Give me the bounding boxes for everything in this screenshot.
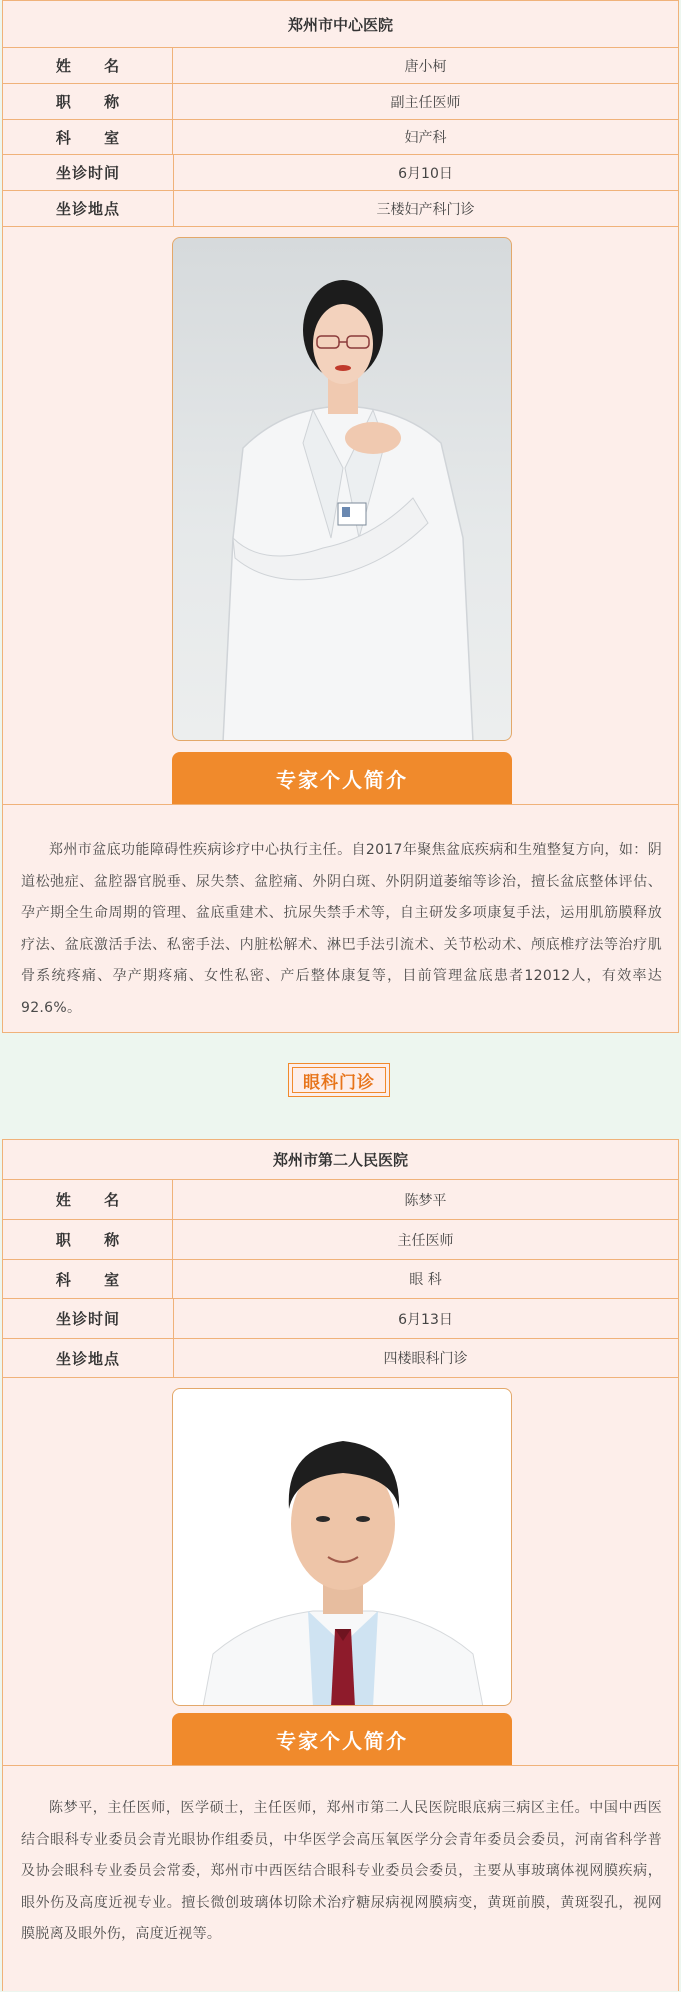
doctor-card-1 — [2, 0, 679, 1033]
row-time — [3, 1299, 678, 1339]
doctor-photo — [172, 237, 512, 741]
value-time: 6月10日 — [398, 165, 453, 182]
row-department — [3, 1260, 678, 1299]
label-location: 坐诊地点 — [3, 191, 174, 226]
value-name: 陈梦平 — [404, 1192, 447, 1209]
row-name — [3, 1180, 678, 1220]
intro-heading-banner: 专家个人简介 — [172, 1713, 512, 1765]
label-department: 科 室 — [3, 120, 173, 154]
row-location — [3, 191, 678, 227]
value-location: 三楼妇产科门诊 — [376, 201, 475, 218]
value-time: 6月13日 — [398, 1311, 453, 1328]
hospital-name: 郑州市第二人民医院 — [3, 1140, 678, 1180]
row-department — [3, 120, 678, 155]
intro-heading-banner: 专家个人简介 — [172, 752, 512, 804]
section-tag-label: 眼科门诊 — [292, 1067, 386, 1093]
doctor-photo — [172, 1388, 512, 1706]
label-time: 坐诊时间 — [3, 1299, 174, 1338]
row-title — [3, 1220, 678, 1260]
label-location: 坐诊地点 — [3, 1339, 174, 1377]
row-title — [3, 84, 678, 120]
row-location — [3, 1339, 678, 1378]
label-name: 姓 名 — [3, 48, 173, 83]
value-title: 副主任医师 — [390, 94, 461, 111]
doctor-portrait-illustration — [173, 1389, 512, 1706]
section-tag — [288, 1063, 390, 1097]
value-department: 眼 科 — [409, 1272, 442, 1288]
label-name: 姓 名 — [3, 1180, 173, 1219]
doctor-intro-text: 陈梦平，主任医师，医学硕士，主任医师，郑州市第二人民医院眼底病三病区主任。中国中西医结合眼科专业委员会青光眼协作组委员，中华医学会高压氧医学分会青年委员会委员，河南省科学普及协会眼科专业委员会常委，郑州市中西医结合眼科专业委员会委员，主要从事玻璃体视网膜疾病，眼外伤及高度近视专业。擅长微创玻璃体切除术治疗糖尿病视网膜病变，黄斑前膜，黄斑裂孔，视网膜脱离及眼外伤，高度近视等。 — [3, 1765, 678, 1992]
label-department: 科 室 — [3, 1260, 173, 1298]
value-department: 妇产科 — [404, 130, 447, 146]
hospital-name: 郑州市中心医院 — [3, 1, 678, 48]
value-location: 四楼眼科门诊 — [383, 1351, 468, 1367]
row-time — [3, 155, 678, 191]
doctor-card-2 — [2, 1139, 679, 1991]
value-title: 主任医师 — [397, 1232, 454, 1249]
label-time: 坐诊时间 — [3, 155, 174, 190]
doctor-portrait-illustration — [173, 238, 512, 741]
label-title: 职 称 — [3, 84, 173, 119]
value-name: 唐小柯 — [404, 58, 447, 75]
row-name — [3, 48, 678, 84]
doctor-intro-text: 郑州市盆底功能障碍性疾病诊疗中心执行主任。自2017年聚焦盆底疾病和生殖整复方向，如：阴道松弛症、盆腔器官脱垂、尿失禁、盆腔痛、外阴白斑、外阴阴道萎缩等诊治，擅长盆底整体评估、孕产期全生命周期的管理、盆底重建术、抗尿失禁手术等，自主研发多项康复手法，运用肌筋膜释放疗法、盆底激活手法、私密手法、内脏松解术、淋巴手法引流术、关节松动术、颅底椎疗法等治疗肌骨系统疼痛、孕产期疼痛、女性私密、产后整体康复等，目前管理盆底患者12012人，有效率达92.6%。 — [3, 804, 678, 1033]
label-title: 职 称 — [3, 1220, 173, 1259]
